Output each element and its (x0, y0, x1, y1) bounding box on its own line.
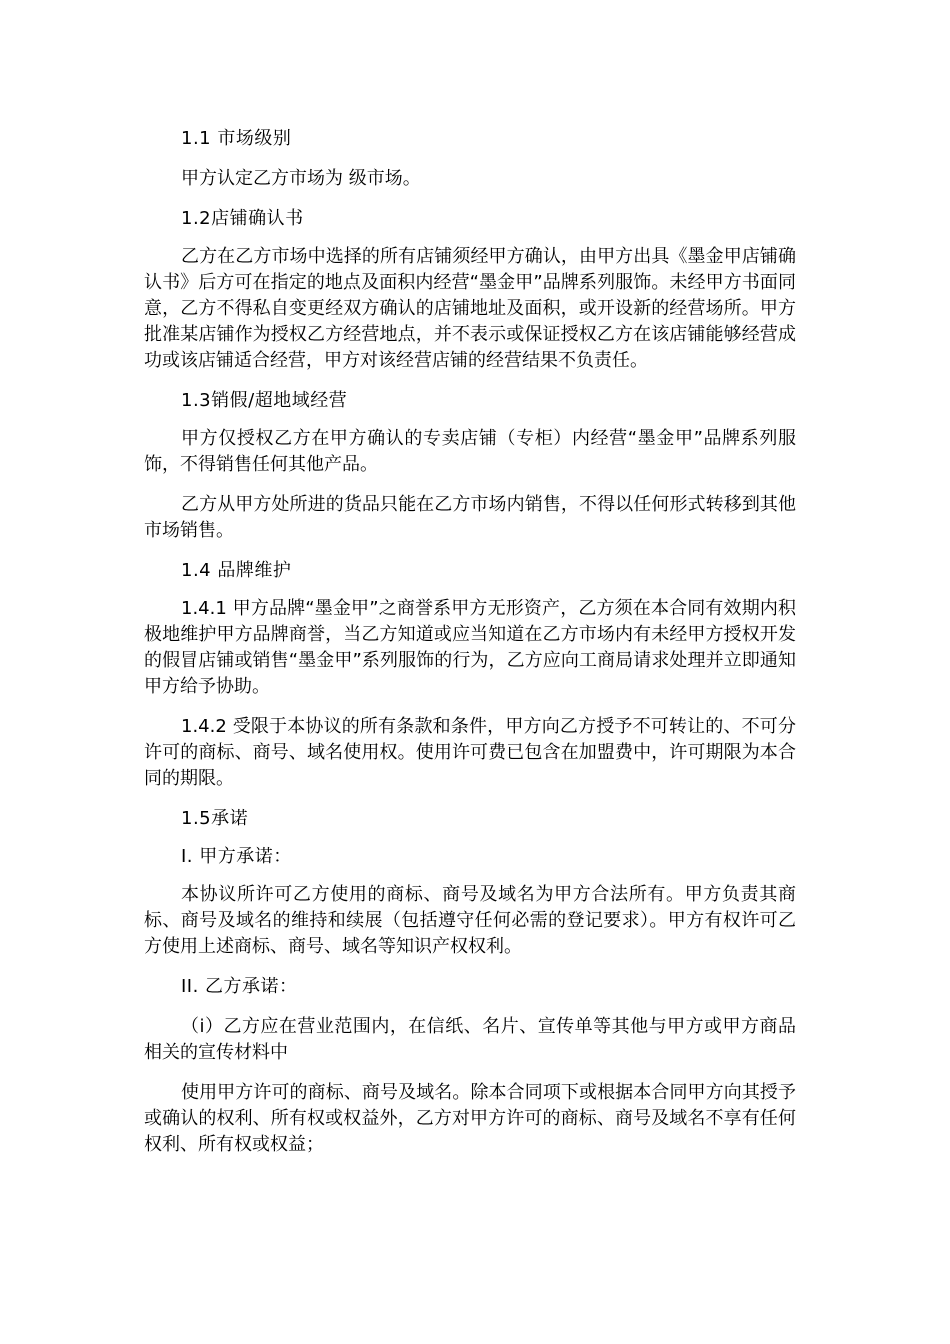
paragraph-market-level: 甲方认定乙方市场为 级市场。 (181, 168, 421, 189)
paragraph-1-4-2: 1.4.2 受限于本协议的所有条款和条件，甲方向乙方授予不可转让的、不可分许可的商标、商号、域名使用权。使用许可费已包含在加盟费中，许可期限为本合同的期限。 (144, 716, 796, 789)
paragraph-1-4-1: 1.4.1 甲方品牌“墨金甲”之商誉系甲方无形资产，乙方须在本合同有效期内积极地维护甲方品牌商誉，当乙方知道或应当知道在乙方市场内有未经甲方授权开发的假冒店铺或销售“墨金甲”系列服饰的行为，乙方应向工商局请求处理并立即通知甲方给予协助。 (144, 598, 796, 697)
paragraph-party-b-item-i: （i）乙方应在营业范围内，在信纸、名片、宣传单等其他与甲方或甲方商品相关的宣传材料中 (144, 1016, 796, 1063)
paragraph-trademark-usage: 使用甲方许可的商标、商号及域名。除本合同项下或根据本合同甲方向其授予或确认的权利、所有权或权益外，乙方对甲方许可的商标、商号及域名不享有任何权利、所有权或权益； (144, 1082, 796, 1155)
paragraph-sales-region: 乙方从甲方处所进的货品只能在乙方市场内销售，不得以任何形式转移到其他市场销售。 (144, 494, 796, 541)
subheading-party-a: I. 甲方承诺： (181, 846, 292, 867)
subheading-party-b: II. 乙方承诺： (181, 976, 298, 997)
section-heading-1-2: 1.2店铺确认书 (181, 208, 304, 229)
section-heading-1-3: 1.3销假/超地域经营 (181, 390, 348, 411)
section-heading-1-1: 1.1 市场级别 (181, 128, 292, 149)
paragraph-store-confirmation: 乙方在乙方市场中选择的所有店铺须经甲方确认，由甲方出具《墨金甲店铺确认书》后方可在指定的地点及面积内经营“墨金甲”品牌系列服饰。未经甲方书面同意，乙方不得私自变更经双方确认的店铺地址及面积，或开设新的经营场所。甲方批准某店铺作为授权乙方经营地点，并不表示或保证授权乙方在该店铺能够经营成功或该店铺适合经营，甲方对该经营店铺的经营结果不负责任。 (144, 246, 796, 371)
section-heading-1-4: 1.4 品牌维护 (181, 560, 292, 581)
paragraph-authorized-store: 甲方仅授权乙方在甲方确认的专卖店铺（专柜）内经营“墨金甲”品牌系列服饰，不得销售任何其他产品。 (144, 428, 796, 475)
section-heading-1-5: 1.5承诺 (181, 808, 249, 829)
paragraph-party-a-promise: 本协议所许可乙方使用的商标、商号及域名为甲方合法所有。甲方负责其商标、商号及域名的维持和续展（包括遵守任何必需的登记要求）。甲方有权许可乙方使用上述商标、商号、域名等知识产权权利。 (144, 884, 796, 957)
document-page (144, 126, 796, 1158)
